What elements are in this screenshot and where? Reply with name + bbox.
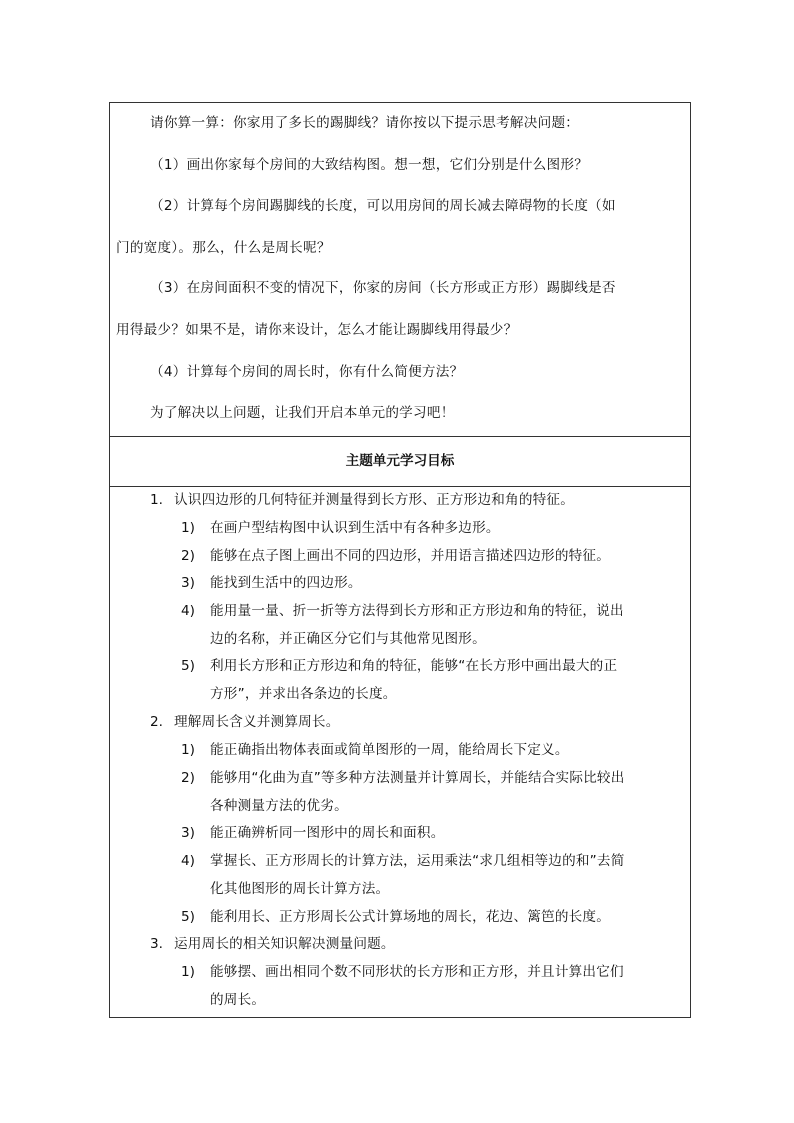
sub-item-number: 2) bbox=[181, 770, 195, 786]
sub-item-text: 能利用长、正方形周长公式计算场地的周长，花边、篱笆的长度。 bbox=[210, 909, 611, 925]
sub-item-text: 边的名称，并正确区分它们与其他常见图形。 bbox=[210, 631, 486, 647]
goal-text: 认识四边形的几何特征并测量得到长方形、正方形边和角的特征。 bbox=[174, 492, 575, 508]
intro-line: （1）画出你家每个房间的大致结构图。想一想，它们分别是什么图形？ bbox=[150, 157, 589, 173]
sub-item-text: 在画户型结构图中认识到生活中有各种多边形。 bbox=[210, 520, 500, 536]
sub-item-text: 的周长。 bbox=[210, 992, 266, 1008]
sub-item-text: 利用长方形和正方形边和角的特征，能够“在长方形中画出最大的正 bbox=[210, 658, 618, 674]
goal-text: 运用周长的相关知识解决测量问题。 bbox=[174, 936, 395, 952]
sub-item-text: 能用量一量、折一折等方法得到长方形和正方形边和角的特征，说出 bbox=[210, 603, 624, 619]
intro-line: 请你算一算：你家用了多长的踢脚线？请你按以下提示思考解决问题： bbox=[150, 115, 580, 131]
intro-line: （4）计算每个房间的周长时，你有什么简便方法？ bbox=[150, 364, 464, 380]
intro-line: （2）计算每个房间踢脚线的长度，可以用房间的周长减去障碍物的长度（如 bbox=[150, 198, 616, 214]
sub-item-number: 5) bbox=[181, 909, 195, 925]
sub-item-text: 能找到生活中的四边形。 bbox=[210, 575, 362, 591]
sub-item-text: 能够用“化曲为直”等多种方法测量并计算周长，并能结合实际比较出 bbox=[210, 770, 625, 786]
sub-item-text: 各种测量方法的优劣。 bbox=[210, 798, 348, 814]
sub-item-text: 方形”，并求出各条边的长度。 bbox=[210, 686, 397, 702]
intro-cell bbox=[110, 103, 690, 436]
sub-item-number: 3) bbox=[181, 575, 195, 591]
sub-item-text: 能正确辨析同一图形中的周长和面积。 bbox=[210, 825, 445, 841]
sub-item-text: 能正确指出物体表面或简单图形的一周，能给周长下定义。 bbox=[210, 742, 569, 758]
sub-item-text: 能够在点子图上画出不同的四边形，并用语言描述四边形的特征。 bbox=[210, 548, 611, 564]
sub-item-text: 化其他图形的周长计算方法。 bbox=[210, 881, 390, 897]
goal-number: 1. bbox=[150, 492, 163, 508]
sub-item-number: 2) bbox=[181, 548, 195, 564]
sub-item-text: 掌握长、正方形周长的计算方法，运用乘法“求几组相等边的和”去简 bbox=[210, 853, 625, 869]
sub-item-number: 5) bbox=[181, 658, 195, 674]
goals-cell bbox=[110, 486, 690, 1017]
goal-number: 3. bbox=[150, 936, 163, 952]
sub-item-number: 1) bbox=[181, 742, 195, 758]
section-heading-cell bbox=[110, 436, 690, 486]
intro-line: （3）在房间面积不变的情况下，你家的房间（长方形或正方形）踢脚线是否 bbox=[150, 280, 616, 296]
intro-line: 用得最少？如果不是，请你来设计，怎么才能让踢脚线用得最少？ bbox=[116, 322, 518, 338]
sub-item-number: 3) bbox=[181, 825, 195, 841]
sub-item-number: 1) bbox=[181, 520, 195, 536]
objectives-table bbox=[109, 102, 691, 1018]
sub-item-text: 能够摆、画出相同个数不同形状的长方形和正方形，并且计算出它们 bbox=[210, 964, 624, 980]
intro-line: 为了解决以上问题，让我们开启本单元的学习吧！ bbox=[150, 405, 455, 421]
sub-item-number: 1) bbox=[181, 964, 195, 980]
goal-text: 理解周长含义并测算周长。 bbox=[174, 714, 340, 730]
section-heading: 主题单元学习目标 bbox=[345, 453, 455, 469]
sub-item-number: 4) bbox=[181, 853, 195, 869]
goal-number: 2. bbox=[150, 714, 163, 730]
sub-item-number: 4) bbox=[181, 603, 195, 619]
intro-line: 门的宽度）。那么，什么是周长呢？ bbox=[116, 240, 331, 256]
